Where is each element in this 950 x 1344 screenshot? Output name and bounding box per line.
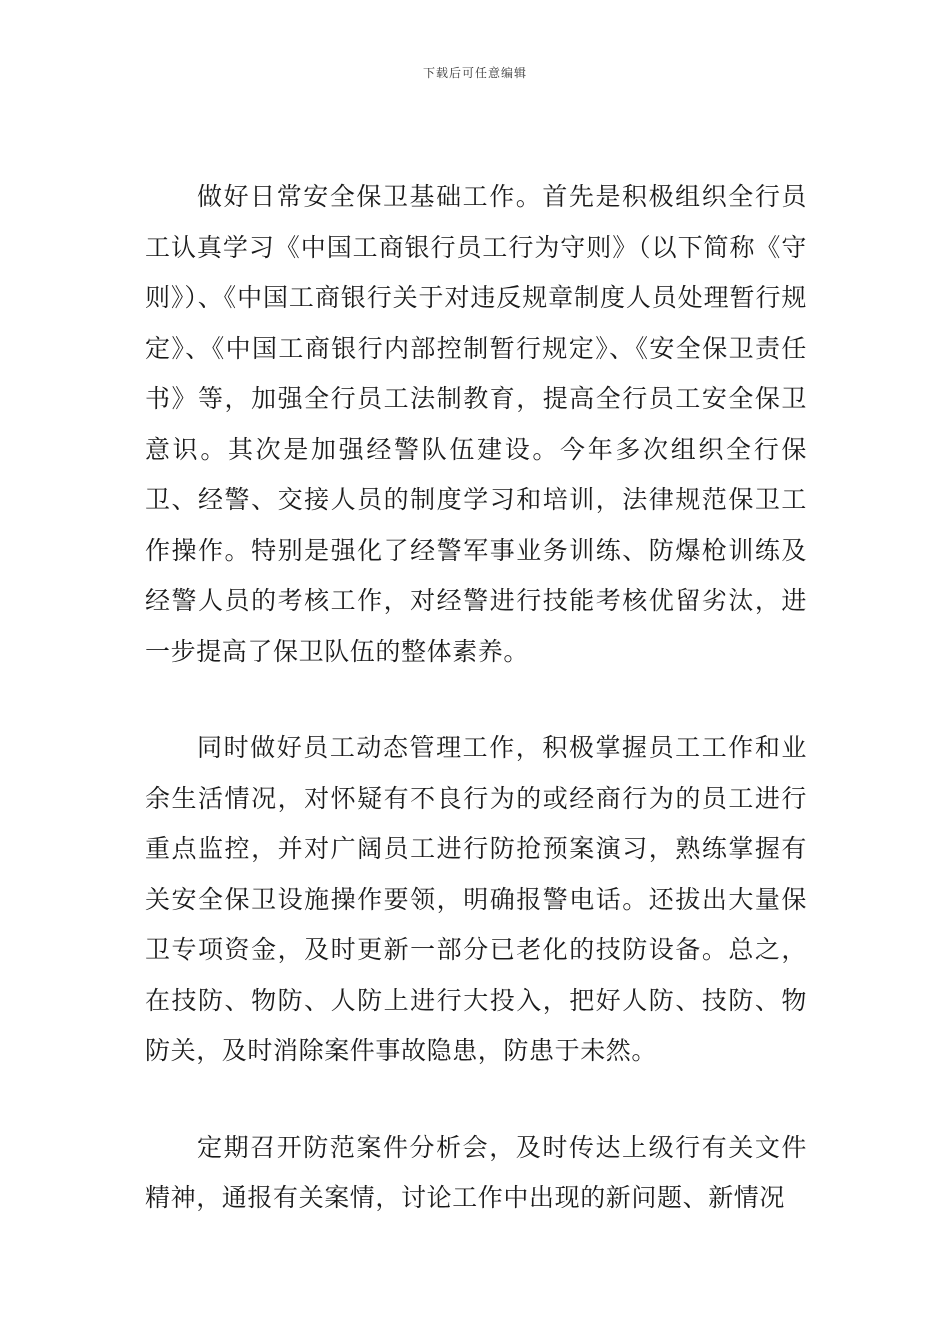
paragraph-staff-management: 同时做好员工动态管理工作，积极掌握员工工作和业余生活情况，对怀疑有不良行为的或经商行为的员工进行重点监控，并对广阔员工进行防抢预案演习，熟练掌握有关安全保卫设施操作要领，明确报警电话。还拔出大量保卫专项资金，及时更新一部分已老化的技防设备。总之，在技防、物防、人防上进行大投入，把好人防、技防、物防关，及时消除案件事故隐患，防患于未然。 (145, 733, 807, 1065)
page-header-note: 下载后可任意编辑 (422, 66, 527, 80)
paragraph-case-analysis: 定期召开防范案件分析会，及时传达上级行有关文件精神，通报有关案情，讨论工作中出现的新问题、新情况 (145, 1132, 807, 1212)
paragraph-security-basics: 做好日常安全保卫基础工作。首先是积极组织全行员工认真学习《中国工商银行员工行为守则》（以下简称《守则》）、《中国工商银行关于对违反规章制度人员处理暂行规定》、《中国工商银行内部控制暂行规定》、《安全保卫责任书》等，加强全行员工法制教育，提高全行员工安全保卫意识。其次是加强经警队伍建设。今年多次组织全行保卫、经警、交接人员的制度学习和培训，法律规范保卫工作操作。特别是强化了经警军事业务训练、防爆枪训练及经警人员的考核工作，对经警进行技能考核优留劣汰，进一步提高了保卫队伍的整体素养。 (145, 182, 807, 666)
document-body (145, 172, 807, 1224)
